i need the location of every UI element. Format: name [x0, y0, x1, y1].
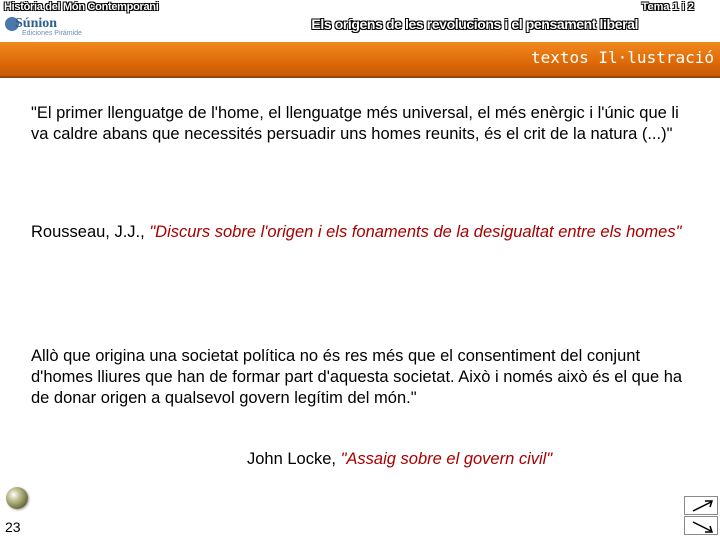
- logo-name: Súnion: [15, 16, 58, 31]
- rousseau-quote: "El primer llenguatge de l'home, el llenguatge més universal, el més enèrgic i l'únic que li va caldre abans que necessités persuadir uns homes reunits, és el crit de la natura (...)": [31, 104, 679, 143]
- top-header: [0, 0, 720, 42]
- section-tag: textos Il·lustració: [530, 48, 714, 67]
- logo-subtitle: Ediciones Pirámide: [22, 30, 82, 37]
- previous-slide-button[interactable]: [684, 496, 718, 515]
- publisher-logo: [5, 15, 85, 39]
- section-banner: [0, 42, 720, 78]
- locke-quote: Allò que origina una societat política no és res més que el consentiment del conjunt d'homes lliures que han de formar part d'aquesta societat. Això i només això és el que ha de donar origen a qualsevol govern legítim del món.": [31, 347, 683, 407]
- back-arrow-icon: [685, 497, 719, 516]
- next-slide-button[interactable]: [684, 516, 718, 535]
- globe-icon[interactable]: [6, 487, 28, 509]
- page-number: 23: [5, 519, 21, 535]
- unit-label: Tema 1 i 2: [641, 1, 694, 13]
- rousseau-citation: [31, 222, 701, 243]
- forward-arrow-icon: [685, 517, 719, 536]
- locke-author: John Locke,: [247, 450, 341, 468]
- rousseau-work-title: "Discurs sobre l'origen i els fonaments de la desigualtat entre els homes": [149, 223, 682, 241]
- locke-work-title: "Assaig sobre el govern civil": [340, 450, 553, 468]
- rousseau-author: Rousseau, J.J.,: [31, 223, 150, 241]
- locke-citation: [247, 449, 552, 470]
- course-title: Història del Món Contemporani: [4, 1, 159, 13]
- topic-title: Els orígens de les revolucions i el pensament liberal: [311, 16, 638, 32]
